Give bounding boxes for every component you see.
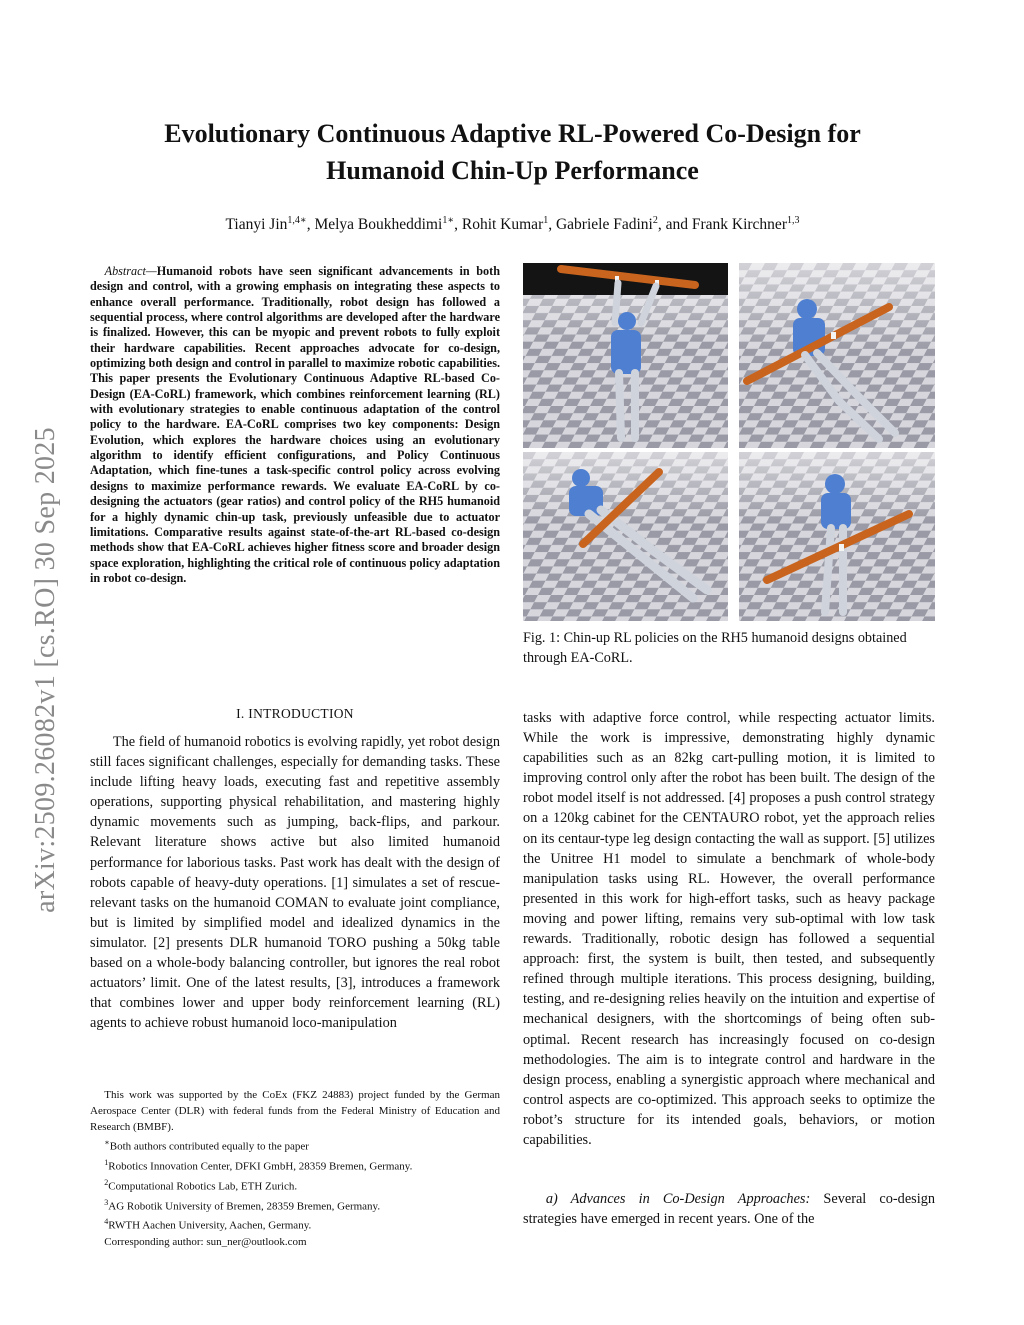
intro-paragraph-left: The field of humanoid robotics is evolving rapidly, yet robot design still faces significant challenges, especially for demanding tasks. These include lifting heavy loads, executing fast and repetitive assembly operations, supporting physical rehabilitation, and mastering highly dynamic movements such as jumping, back-flips, and parkour. Relevant literature shows active but also limited humanoid performance for laborious tasks. Past work has dealt with the design of robots capable of heavy-duty operations. [1] simulates a set of rescue-relevant tasks on the humanoid COMAN to evaluate joint compliance, but is limited by simplified model and idealized dynamics in the simulator. [2] presents DLR humanoid TORO pushing a 50kg table based on a whole-body balancing controller, but ignores the real robot actuators’ limit. One of the latest results, [3], introduces a framework that combines lower and upper body reinforcement learning (RL) agents to achieve robust humanoid loco-manipulation — [90, 734, 500, 1032]
author-affiliation: 2 — [652, 215, 658, 226]
paper-title — [90, 115, 935, 189]
subsection-text: Several co-design strategies have emerged in recent years. One of the — [523, 1191, 936, 1228]
footnote-corresponding-author: Corresponding author: sun_ner@outlook.com — [104, 1236, 307, 1249]
section-heading-introduction: I. INTRODUCTION — [236, 706, 354, 721]
title-line-1: Evolutionary Continuous Adaptive RL-Powered Co-Design for — [164, 119, 861, 148]
arxiv-identifier — [30, 380, 61, 960]
footnote: $^3$AG Robotik University of Bremen, 28359 Bremen, Germany. — [104, 1197, 381, 1213]
footnote-funding: This work was supported by the CoEx (FKZ 24883) project funded by the German Aerospace Center (DLR) with federal funds from the Federal Ministry of Education and Research (BMBF). — [90, 1089, 500, 1134]
subsection-label: a) Advances in Co-Design Approaches: — [545, 1191, 811, 1207]
intro-paragraph-right: tasks with adaptive force control, while respecting actuator limits. While the work is impressive, demonstrating highly dynamic capabilities such as an 82kg cart-pulling motion, it is limited to improving control only after the robot has been built. The design of the robot model itself is not addressed. [4] proposes a push control strategy on a 120kg cabinet for the CENTAURO robot, yet the approach relies on its centaur-type leg design contacting the wall as support. [5] utilizes the Unitree H1 model to simulate a benchmark of whole-body manipulation tasks using RL. However, the overall performance presented in this work for high-effort tasks, such as heavy package moving and power lifting, remains very sub-optimal with low task rewards. Traditionally, robotic design has followed a sequential approach: first, the system is built, then tested, and subsequently refined through multiple iterations. This process designing, building, testing, and re-designing relies heavily on the intuition and expertise of mechanical designers, with the shortcomings of being often sub-optimal. Recent research has increasingly focused on co-design methodologies. The aim is to integrate control and hardware in the design process, enabling a synergistic approach where mechanical and control aspects are co-optimized. This approach seeks to optimize the robot’s structure for its intended goals, behaviors, or motion capabilities. — [523, 710, 935, 1148]
figure-panel-top-right — [739, 263, 935, 448]
author-affiliation: 1,3 — [786, 215, 800, 226]
arxiv-identifier-text: arXiv:2509.26082v1 [cs.RO] 30 Sep 2025 — [30, 427, 61, 913]
author-affiliation: 1 — [543, 215, 549, 226]
footnote: $^4$RWTH Aachen University, Aachen, Germany. — [104, 1217, 312, 1232]
footnote: ∗Both authors contributed equally to the paper — [104, 1138, 309, 1153]
abstract-text: Humanoid robots have seen significant advancements in both design and control, with a growing emphasis on integrating these aspects to enhance overall performance. Traditionally, robot design has followed a sequential process, where control algorithms are developed after the hardware is finalized. However, this can be myopic and prevent robots to fully exploit their hardware capabilities. Recent approaches advocate for co-design, optimizing both design and control in parallel to maximize robotic capabilities. This paper presents the Evolutionary Continuous Adaptive RL-based Co-Design (EA-CoRL) framework, which combines reinforcement learning (RL) with evolutionary strategies to enable continuous adaptation of the control policy to the hardware. EA-CoRL comprises two key components: Design Evolution, which explores the hardware choices using an evolutionary algorithm to identify efficient configurations, and Policy Continuous Adaptation, which fine-tunes a task-specific control policy across evolving designs to maximize performance rewards. We evaluate EA-CoRL by co-designing the actuators (gear ratios) and control policy of the RH5 humanoid for a highly dynamic chin-up task, previously unfeasible due to actuator limitations. Comparative results against state-of-the-art RL-based co-design methods show that EA-CoRL achieves higher fitness score and broader design space exploration, highlighting the critical role of continuous policy adaptation in robot co-design. — [90, 264, 500, 585]
author-separator: , — [306, 216, 315, 234]
author-name: Tianyi Jin — [225, 216, 288, 234]
footnotes — [90, 1087, 500, 1250]
author-separator: , — [454, 216, 462, 234]
author-affiliation: 1∗ — [442, 215, 455, 226]
title-line-2: Humanoid Chin-Up Performance — [326, 156, 699, 185]
author-separator: , — [548, 216, 556, 234]
figure-panel-bottom-right — [739, 452, 935, 621]
author-affiliation: 1,4∗ — [287, 215, 307, 226]
author-name: Melya Boukheddimi — [314, 216, 443, 234]
author-name: Rohit Kumar — [461, 216, 544, 234]
footnote: $^1$Robotics Innovation Center, DFKI GmbH, 28359 Bremen, Germany. — [104, 1158, 413, 1173]
figure-panel-bottom-left — [523, 452, 728, 621]
author-list — [90, 208, 935, 238]
abstract — [90, 264, 500, 586]
figure-caption: Fig. 1: Chin-up RL policies on the RH5 humanoid designs obtained through EA-CoRL. — [523, 630, 907, 666]
figure-panel-top-left — [523, 263, 728, 448]
figure-1 — [523, 263, 935, 621]
author-separator: , and — [657, 216, 692, 234]
footnote: $^2$Computational Robotics Lab, ETH Zurich. — [104, 1177, 298, 1193]
abstract-label: Abstract— — [104, 264, 157, 278]
author-name: Frank Kirchner — [691, 216, 787, 234]
author-name: Gabriele Fadini — [555, 216, 653, 234]
subsection-paragraph — [523, 1189, 935, 1229]
